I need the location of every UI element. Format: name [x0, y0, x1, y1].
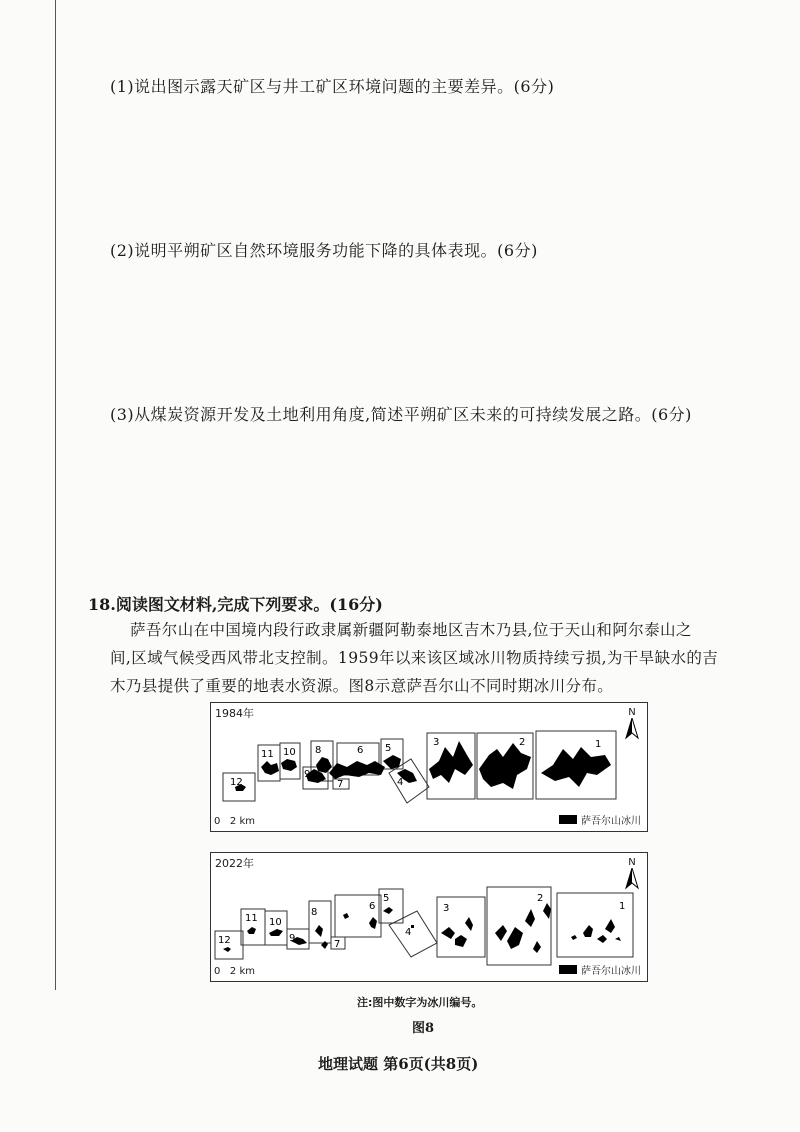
north-label: N [628, 707, 636, 718]
figure-note: 注:图中数字为冰川编号。 [357, 996, 483, 1009]
page-footer: 地理试题 第6页(共8页) [318, 1055, 479, 1073]
legend-swatch [559, 815, 577, 824]
section-18-text-line-3: 木乃县提供了重要的地表水资源。图8示意萨吾尔山不同时期冰川分布。 [110, 677, 614, 695]
question-3: (3)从煤炭资源开发及土地利用角度,简述平朔矿区未来的可持续发展之路。(6分) [110, 405, 692, 424]
map-year-label: 1984年 [215, 707, 254, 720]
glacier-id-9: 9 [304, 769, 311, 780]
binding-line [55, 0, 56, 990]
glacier-id-4: 4 [397, 777, 404, 788]
glacier-id-6: 6 [369, 901, 376, 912]
legend-swatch [559, 965, 577, 974]
glacier-id-10: 10 [283, 747, 296, 758]
scale-label: 0 2 km [214, 966, 255, 977]
section-18-text-line-2: 间,区域气候受西风带北支控制。1959年以来该区域冰川物质持续亏损,为干旱缺水的吉 [110, 649, 719, 667]
glacier-id-4: 4 [405, 927, 412, 938]
glacier-id-2: 2 [537, 893, 544, 904]
glacier-map-2022 [210, 852, 648, 982]
map-legend [559, 812, 641, 827]
glacier-id-5: 5 [385, 743, 392, 754]
glacier-id-11: 11 [245, 913, 258, 924]
legend-label: 萨吾尔山冰川 [581, 966, 641, 977]
glacier-id-12: 12 [230, 777, 243, 788]
section-18-text-line-1: 萨吾尔山在中国境内段行政隶属新疆阿勒泰地区吉木乃县,位于天山和阿尔泰山之 [130, 621, 692, 639]
glacier-id-2: 2 [519, 737, 526, 748]
section-18-heading: 18.阅读图文材料,完成下列要求。(16分) [88, 595, 383, 614]
glacier-id-11: 11 [261, 749, 274, 760]
map-year-label: 2022年 [215, 857, 254, 870]
glacier-id-9: 9 [289, 933, 296, 944]
question-2: (2)说明平朔矿区自然环境服务功能下降的具体表现。(6分) [110, 241, 538, 260]
scale-bar [214, 816, 255, 827]
glacier-map-1984 [210, 702, 648, 832]
glacier-id-7: 7 [334, 939, 341, 950]
map-legend [559, 962, 641, 977]
legend-label: 萨吾尔山冰川 [581, 816, 641, 827]
figure-caption: 图8 [412, 1021, 435, 1036]
glacier-id-10: 10 [269, 917, 282, 928]
glacier-id-8: 8 [311, 907, 318, 918]
glacier-id-3: 3 [433, 737, 440, 748]
glacier-id-1: 1 [619, 901, 626, 912]
glacier-id-12: 12 [218, 935, 231, 946]
scale-label: 0 2 km [214, 816, 255, 827]
glacier-id-5: 5 [383, 893, 390, 904]
glacier-id-7: 7 [337, 779, 344, 790]
glacier-id-3: 3 [443, 903, 450, 914]
glacier-id-6: 6 [357, 745, 364, 756]
glacier-id-8: 8 [315, 745, 322, 756]
question-1: (1)说出图示露天矿区与井工矿区环境问题的主要差异。(6分) [110, 77, 555, 96]
north-label: N [628, 857, 636, 868]
scale-bar [214, 966, 255, 977]
glacier-id-1: 1 [595, 739, 602, 750]
